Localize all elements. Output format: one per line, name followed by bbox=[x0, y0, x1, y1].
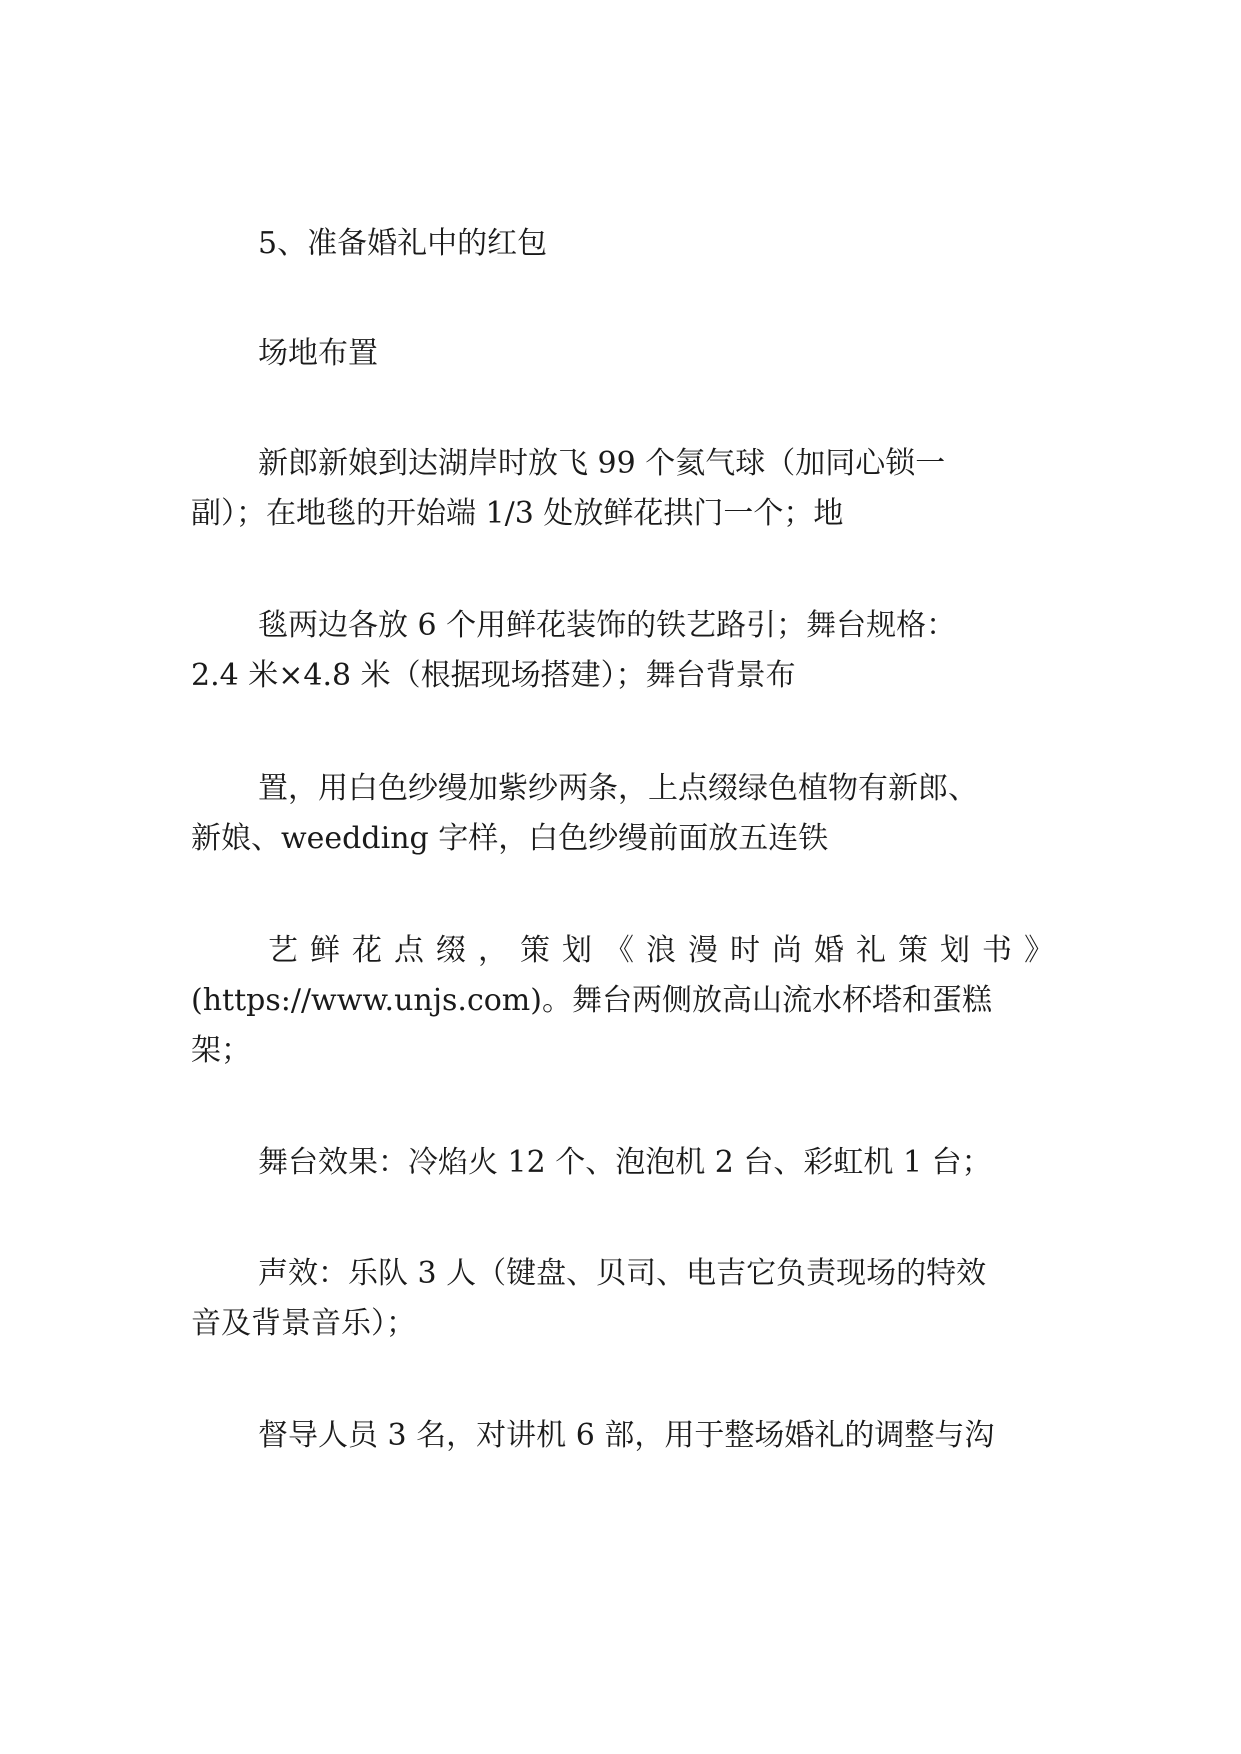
paragraph-7: 督导人员 3 名，对讲机 6 部，用于整场婚礼的调整与沟 bbox=[258, 1418, 995, 1453]
paragraph-1-line-1: 新郎新娘到达湖岸时放飞 99 个氦气球（加同心锁一 bbox=[258, 446, 946, 481]
p4-char: 点 bbox=[394, 933, 424, 968]
paragraph-3-line-2: 新娘、weedding 字样，白色纱缦前面放五连铁 bbox=[191, 821, 829, 856]
section-heading-venue: 场地布置 bbox=[258, 336, 378, 371]
p4-char: 书 bbox=[982, 933, 1012, 968]
paragraph-4-line-2: (https://www.unjs.com)。舞台两侧放高山流水杯塔和蛋糕 bbox=[191, 983, 992, 1018]
paragraph-2-line-2: 2.4 米×4.8 米（根据现场搭建）；舞台背景布 bbox=[191, 658, 796, 693]
paragraph-3-line-1: 置，用白色纱缦加紫纱两条，上点缀绿色植物有新郎、 bbox=[258, 771, 978, 806]
p4-char: 《 bbox=[604, 933, 634, 968]
p4-char: 尚 bbox=[772, 933, 802, 968]
paragraph-2-line-1: 毯两边各放 6 个用鲜花装饰的铁艺路引；舞台规格： bbox=[258, 608, 957, 643]
paragraph-4-line-1 bbox=[268, 931, 1054, 971]
p4-char: 漫 bbox=[688, 933, 718, 968]
p4-char: 婚 bbox=[814, 933, 844, 968]
p4-char: 时 bbox=[730, 933, 760, 968]
p4-char: 划 bbox=[562, 933, 592, 968]
paragraph-6-line-1: 声效：乐队 3 人（键盘、贝司、电吉它负责现场的特效 bbox=[258, 1256, 987, 1291]
p4-char: 缀 bbox=[436, 933, 466, 968]
p4-char: 浪 bbox=[646, 933, 676, 968]
p4-char: 礼 bbox=[856, 933, 886, 968]
paragraph-6-line-2: 音及背景音乐）； bbox=[191, 1306, 416, 1341]
p4-char: 鲜 bbox=[310, 933, 340, 968]
p4-char: 策 bbox=[520, 933, 550, 968]
paragraph-1-line-2: 副）；在地毯的开始端 1/3 处放鲜花拱门一个；地 bbox=[191, 496, 844, 531]
p4-char: 》 bbox=[1024, 933, 1054, 968]
p4-char: ， bbox=[478, 933, 508, 968]
p4-char: 艺 bbox=[268, 933, 298, 968]
p4-char: 划 bbox=[940, 933, 970, 968]
list-item-5: 5、准备婚礼中的红包 bbox=[258, 226, 548, 261]
paragraph-4-line-3: 架； bbox=[191, 1033, 251, 1068]
p4-char: 策 bbox=[898, 933, 928, 968]
p4-char: 花 bbox=[352, 933, 382, 968]
paragraph-5: 舞台效果：冷焰火 12 个、泡泡机 2 台、彩虹机 1 台； bbox=[258, 1145, 992, 1180]
